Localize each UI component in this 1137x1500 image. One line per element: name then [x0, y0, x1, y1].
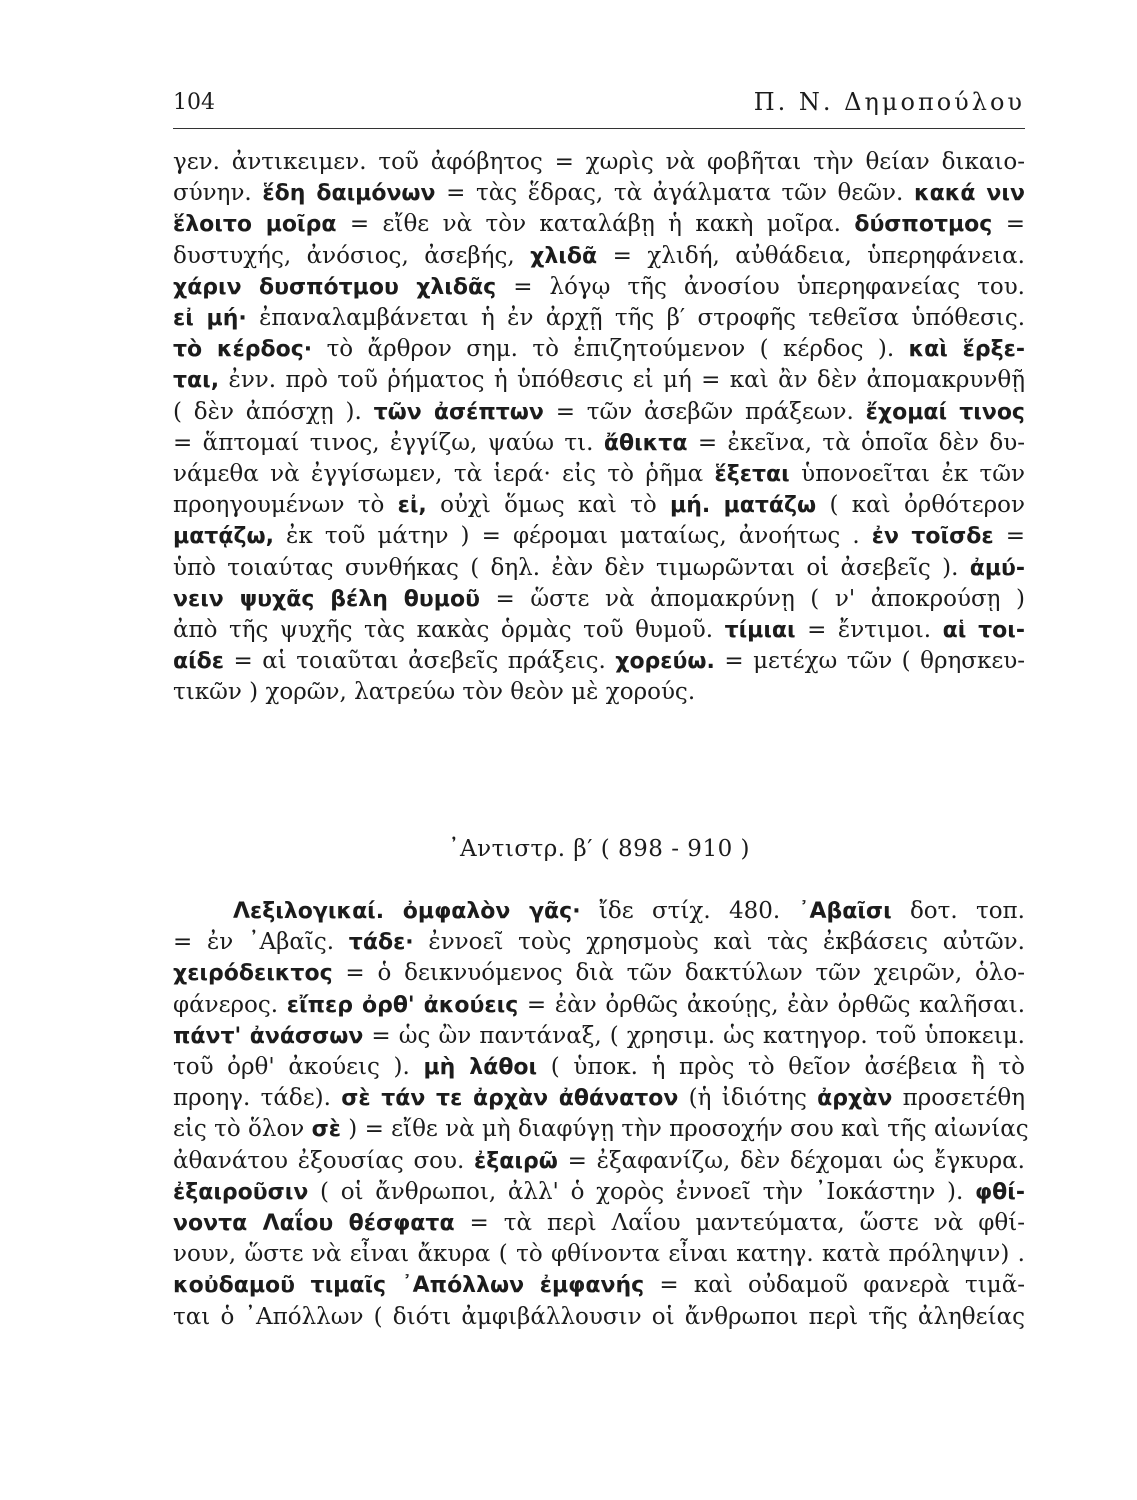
text-line: ἐξαιροῦσιν ( οἱ ἄνθρωποι, ἀλλ' ὁ χορὸς ἐννοεῖ τὴν ᾽Ιοκάστην ). φθί- — [173, 1178, 1025, 1205]
text-line: ματᾴζω, ἐκ τοῦ μάτην ) = φέρομαι ματαίως, ἀνοήτως . ἐν τοῖσδε = — [173, 523, 1025, 550]
text-line: εἰ μή· ἐπαναλαμβάνεται ἡ ἐν ἀρχῇ τῆς β′ στροφῆς τεθεῖσα ὑπόθεσις. — [173, 305, 1026, 332]
lemma: ἐξαιρῶ — [474, 1148, 558, 1174]
lemma: καὶ ἕρξε- — [908, 337, 1025, 363]
text-line: τικῶν ) χορῶν, λατρεύω τὸν θεὸν μὲ χορούς. — [173, 679, 696, 706]
lemma: ἐξαιροῦσιν — [173, 1179, 309, 1205]
text-line: δυστυχής, ἀνόσιος, ἀσεβής, χλιδᾶ = χλιδή, αὐθάδεια, ὑπερηφάνεια. — [173, 242, 1025, 269]
lemma: αίδε — [173, 649, 225, 675]
lemma: ἕδη δαιμόνων — [262, 181, 436, 207]
text-line: χειρόδεικτος = ὁ δεικνυόμενος διὰ τῶν δακτύλων τῶν χειρῶν, ὁλο- — [173, 960, 1025, 987]
text-line: προηγ. τάδε). σὲ τάν τε ἀρχὰν ἀθάνατον (ἡ ἰδιότης ἀρχὰν προσετέθη — [173, 1085, 1025, 1112]
text-line: τὸ κέρδος· τὸ ἄρθρον σημ. τὸ ἐπιζητούμενον ( κέρδος ). καὶ ἕρξε- — [173, 336, 1025, 363]
lemma: ἀρχὰν — [817, 1086, 893, 1112]
lemma: τίμιαι — [724, 618, 796, 644]
lemma: χάριν δυσπότμου χλιδᾶς — [173, 274, 497, 300]
lemma: σὲ — [311, 1117, 341, 1143]
lemma: εἰ μή· — [173, 306, 247, 332]
lemma: Λεξιλογικαί. ὀμφαλὸν γᾶς· — [233, 899, 581, 924]
lemma: νειν ψυχᾶς βέλη θυμοῦ — [173, 586, 480, 612]
text-line: σύνην. ἕδη δαιμόνων = τὰς ἕδρας, τὰ ἀγάλματα τῶν θεῶν. κακά νιν — [173, 180, 1025, 207]
text-line: ται, ἐνν. πρὸ τοῦ ῥήματος ἡ ὑπόθεσις εἰ μή = καὶ ἂν δὲν ἀπομακρυνθῇ — [173, 367, 1025, 394]
lemma: ἔχομαί τινος — [865, 399, 1025, 425]
page-number: 104 — [173, 90, 215, 115]
text-line: ( δὲν ἀπόσχῃ ). τῶν ἀσέπτων = τῶν ἀσεβῶν πράξεων. ἔχομαί τινος — [173, 398, 1025, 425]
text-line: = ἐν ᾽Αβαῖς. τάδε· ἐννοεῖ τοὺς χρησμοὺς καὶ τὰς ἐκβάσεις αὐτῶν. — [173, 929, 1025, 956]
lemma: εἰ, — [397, 493, 427, 519]
lemma: μή. — [670, 493, 711, 519]
page-header — [173, 82, 1025, 129]
text-line: αίδε = αἱ τοιαῦται ἀσεβεῖς πράξεις. χορεύω. = μετέχω τῶν ( θρησκευ- — [173, 648, 1025, 675]
lemma: πάντ' ἀνάσσων — [173, 1023, 364, 1049]
lemma: χλιδᾶ — [530, 243, 598, 269]
lemma: νοντα Λαΐου θέσφατα — [173, 1211, 455, 1237]
lemma: τὸ κέρδος· — [173, 337, 313, 363]
text-line: πάντ' ἀνάσσων = ὡς ὢν παντάναξ, ( χρησιμ. ὡς κατηγορ. τοῦ ὑποκειμ. — [173, 1022, 1025, 1049]
commentary-block-strophe — [173, 147, 1025, 709]
text-line: ἀθανάτου ἐξουσίας σου. ἐξαιρῶ = ἐξαφανίζω, δὲν δέχομαι ὡς ἔγκυρα. — [173, 1147, 1025, 1174]
lemma: χορεύω. — [615, 649, 715, 675]
running-head: Π. Ν. Δημοπούλου — [753, 88, 1025, 116]
lemma: δύσποτμος — [854, 212, 993, 238]
lemma: τάδε· — [348, 930, 414, 956]
text-line: ἀπὸ τῆς ψυχῆς τὰς κακὰς ὁρμὰς τοῦ θυμοῦ. τίμιαι = ἔντιμοι. αἱ τοι- — [173, 617, 1026, 644]
lemma: εἴπερ ὀρθ' ἀκούεις — [286, 992, 519, 1018]
lemma: ἕλοιτο μοῖρα — [173, 212, 337, 238]
text-line: εἰς τὸ ὅλον σὲ ) = εἴθε νὰ μὴ διαφύγῃ τὴν προσοχήν σου καὶ τῆς αἰωνίας — [173, 1116, 1029, 1143]
lemma: ἕξεται — [714, 462, 790, 488]
lemma: χειρόδεικτος — [173, 961, 333, 987]
lemma: ἄθικτα — [603, 430, 688, 456]
lemma: τῶν ἀσέπτων — [373, 399, 544, 425]
text-line: νάμεθα νὰ ἐγγίσωμεν, τὰ ἱερά· εἰς τὸ ῥῆμα ἕξεται ὑπονοεῖται ἐκ τῶν — [173, 461, 1025, 488]
lemma: ματάζω — [723, 493, 817, 519]
section-heading: ᾽Αντιστρ. β′ ( 898 - 910 ) — [448, 836, 750, 862]
text-line: ὑπὸ τοιαύτας συνθήκας ( δηλ. ἐὰν δὲν τιμωρῶνται οἱ ἀσεβεῖς ). ἀμύ- — [173, 554, 1025, 581]
lemma: ἀμύ- — [969, 555, 1025, 581]
text-line: Λεξιλογικαί. ὀμφαλὸν γᾶς· ἴδε στίχ. 480. ᾽Αβαῖσι δοτ. τοπ. — [233, 898, 1025, 924]
text-line: προηγουμένων τὸ εἰ, οὐχὶ ὅμως καὶ τὸ μή. ματάζω ( καὶ ὀρθότερον — [173, 492, 1025, 519]
lemma: σὲ τάν τε ἀρχὰν ἀθάνατον — [341, 1086, 679, 1112]
text-line: = ἅπτομαί τινος, ἐγγίζω, ψαύω τι. ἄθικτα = ἐκεῖνα, τὰ ὁποῖα δὲν δυ- — [173, 429, 1025, 456]
commentary-block-antistrophe — [173, 896, 1029, 1333]
text-line: φάνερος. εἴπερ ὀρθ' ἀκούεις = ἐὰν ὀρθῶς ἀκούῃς, ἐὰν ὀρθῶς καλῆσαι. — [173, 991, 1025, 1018]
text-line: νουν, ὥστε νὰ εἶναι ἄκυρα ( τὸ φθίνοντα εἶναι κατηγ. κατὰ πρόληψιν) . — [173, 1241, 1025, 1268]
lemma: ᾽Αβαῖσι — [798, 899, 892, 924]
lemma: ἐν τοῖσδε — [871, 524, 994, 550]
lemma: κακά νιν — [913, 181, 1025, 207]
lemma: μὴ λάθοι — [423, 1055, 538, 1081]
text-line: νοντα Λαΐου θέσφατα = τὰ περὶ Λαΐου μαντεύματα, ὥστε νὰ φθί- — [173, 1210, 1025, 1237]
text-line: χάριν δυσπότμου χλιδᾶς = λόγῳ τῆς ἀνοσίου ὑπερηφανείας του. — [173, 273, 1025, 300]
text-line: ἕλοιτο μοῖρα = εἴθε νὰ τὸν καταλάβῃ ἡ κακὴ μοῖρα. δύσποτμος = — [173, 211, 1025, 238]
lemma: ται, — [173, 368, 220, 394]
lemma: ματᾴζω, — [173, 524, 274, 550]
text-line: τοῦ ὀρθ' ἀκούεις ). μὴ λάθοι ( ὑποκ. ἡ πρὸς τὸ θεῖον ἀσέβεια ἢ τὸ — [173, 1054, 1025, 1081]
lemma: κοὐδαμοῦ τιμαῖς ᾽Απόλλων ἐμφανής — [173, 1273, 645, 1299]
lemma: αἱ τοι- — [942, 618, 1026, 644]
text-line: γεν. ἀντικειμεν. τοῦ ἀφόβητος = χωρὶς νὰ φοβῆται τὴν θείαν δικαιο- — [173, 149, 1025, 175]
text-line: νειν ψυχᾶς βέλη θυμοῦ = ὥστε νὰ ἀπομακρύνῃ ( ν' ἀποκρούσῃ ) — [173, 585, 1025, 612]
text-line: κοὐδαμοῦ τιμαῖς ᾽Απόλλων ἐμφανής = καὶ οὐδαμοῦ φανερὰ τιμᾶ- — [173, 1272, 1025, 1299]
lemma: φθί- — [974, 1179, 1025, 1205]
text-line: ται ὁ ᾽Απόλλων ( διότι ἀμφιβάλλουσιν οἱ ἄνθρωποι περὶ τῆς ἀληθείας — [173, 1303, 1025, 1330]
